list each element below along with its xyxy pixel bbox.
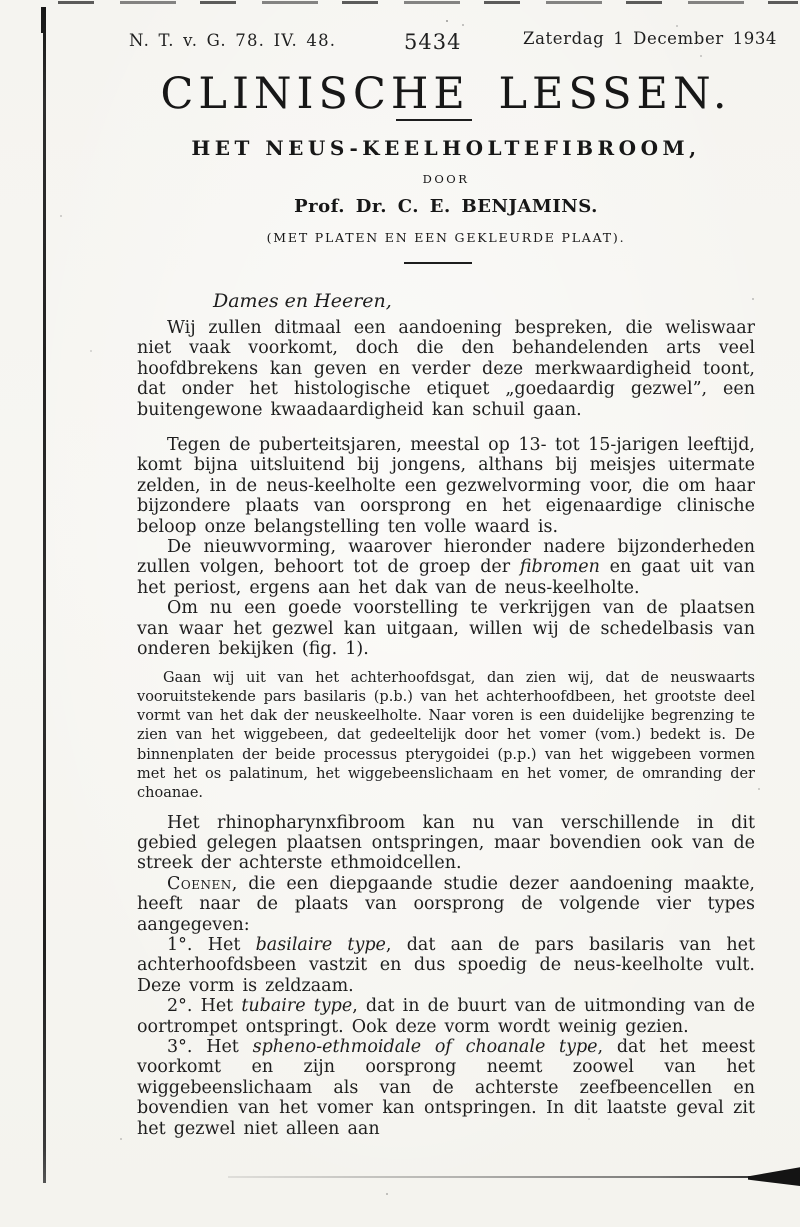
masthead [137,69,755,264]
paragraph-text: Het rhinopharynxfibroom kan nu van verschillende in dit gebied gelegen plaatsen ontspringen, maar bovendien ook van de streek der achterste ethmoidcellen. [137,812,755,874]
paragraph-text: 1°. Het [167,935,256,956]
paragraph [137,996,755,1037]
paragraph [137,935,755,996]
journal-reference: N. T. v. G. 78. IV. 48. [129,31,337,50]
paragraph-text-italic: basilaire type [255,935,386,956]
scan-edge-bottom-line [228,1176,800,1178]
paragraph [137,813,755,874]
paragraph-text: Tegen de puberteitsjaren, meestal op 13- tot 15-jarigen leeftijd, komt bijna uitsluitend bij jongens, althans bij meisjes uitermate zelden, in de neus-keelholte een gezwelvorming voor, die om haar bijzondere plaats van oorsprong en het eigenaardige clinische beloop onze belangstelling ten volle waard is. [137,435,755,537]
paragraph-text-italic: spheno-ethmoidale of choanale type [252,1037,598,1058]
paragraph-text: De nieuwvorming, waarover hieronder nadere bijzonderheden zullen volgen, behoort tot de groep der [137,537,755,578]
paragraph-text-italic: tubaire type [241,996,353,1017]
paragraph [137,669,755,804]
page-number: 5434 [404,30,462,54]
issue-date: Zaterdag 1 December 1934 [523,29,778,48]
paragraph-text: , dat aan de pars basilaris van het achterhoofdsbeen vastzit en dus spoedig de neus-keelholte vult. Deze vorm is zeldzaam. [137,935,755,996]
scan-edge-left-line [43,7,46,1183]
author-name: Prof. Dr. C. E. BENJAMINS. [294,196,598,217]
divider-rule [404,262,472,264]
plates-note: (MET PLATEN EN EEN GEKLEURDE PLAAT). [266,230,626,245]
paragraph [137,318,755,420]
paragraph-text: en gaat uit van het periost, ergens aan het dak van de neus-keelholte. [137,557,755,598]
paragraph-text: 2°. Het [167,996,242,1017]
paragraph-text: Gaan wij uit van het achterhoofdsgat, dan zien wij, dat de neuswaarts vooruitstekende pars basilaris (p.b.) van het achterhoofdbeen, het grootste deel vormt van het dak der neuskeelholte. Naar voren is een duidelijke begrenzing te zien van het wiggebeen, dat gedeeltelijk door het vomer (vom.) bedekt is. De binnenplaten der beide processus pterygoidei (p.p.) van het wiggebeen vormen met het os palatinum, het wiggebeenslichaam en het vomer, de omranding der choanae. [137,669,755,802]
article-title: HET NEUS-KEELHOLTEFIBROOM, [191,136,701,160]
paragraph-text: Om nu een goede voorstelling te verkrijgen van de plaatsen van waar het gezwel kan uitgaan, willen wij de schedelbasis van onderen bekijken (fig. 1). [137,598,755,660]
paragraph [137,598,755,659]
scan-speckles [446,20,448,22]
scan-edge-top-dashes [58,1,798,4]
paragraph [137,1037,755,1139]
paragraph [137,537,755,598]
scan-corner-mark [748,1166,800,1186]
byline-label: DOOR [422,172,470,186]
paragraph-text: 3°. Het [167,1037,253,1058]
paragraph-text: , die een diepgaande studie dezer aandoening maakte, heeft naar de plaats van oorsprong de volgende vier types aangegeven: [137,873,755,935]
paragraph-text: Wij zullen ditmaal een aandoening bespreken, die weliswaar niet vaak voorkomt, doch die den behandelenden arts veel hoofdbrekens kan geven en verder deze merkwaardigheid toont, dat onder het histologische etiquet „goedaardig gezwel”, een buitengewone kwaadaardigheid kan schuil gaan. [137,318,755,420]
salutation: Dames en Heeren, [213,290,392,312]
section-title: CLINISCHE LESSEN. [160,69,732,119]
article-body [137,290,755,1139]
paragraph-text-smallcaps: Coenen [167,873,232,894]
paragraph-text: , dat het meest voorkomt en zijn oorsprong neemt zoowel van het wiggebeenslichaam als van de achterste zeefbeencellen en bovendien van het vomer kan ontspringen. In dit laatste geval zit het gezwel niet alleen aan [137,1037,755,1139]
paragraph [137,874,755,935]
paragraph-text-italic: fibromen [519,557,600,578]
title-underline-rule [396,119,472,121]
paragraph [137,435,755,537]
paragraph-text: , dat in de buurt van de uitmonding van de oortrompet ontspringt. Ook deze vorm wordt weinig gezien. [137,996,755,1037]
